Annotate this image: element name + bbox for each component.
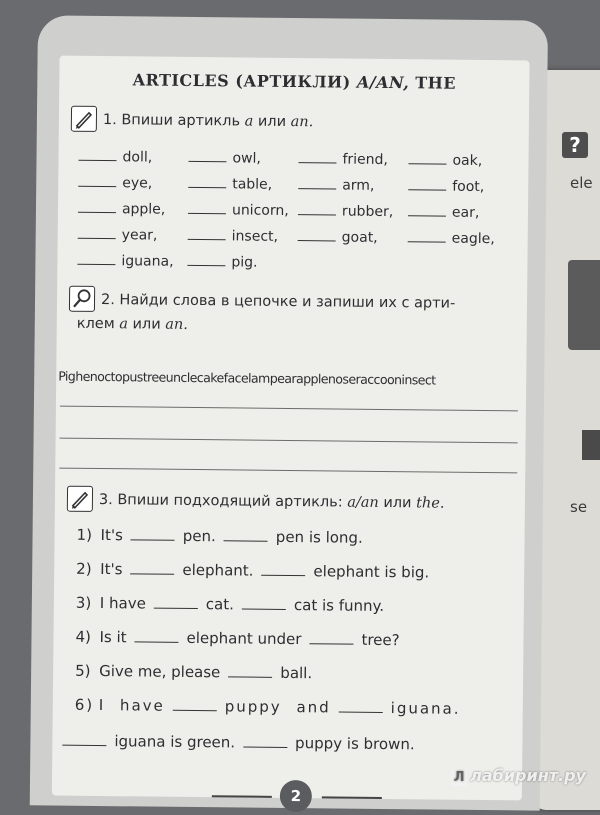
word-item: foot, <box>408 175 518 198</box>
answer-blank[interactable] <box>298 176 336 189</box>
answer-blank[interactable] <box>77 252 115 265</box>
page-number: 2 <box>280 780 312 812</box>
magnifier-icon <box>69 286 95 312</box>
answer-blank[interactable] <box>242 596 286 609</box>
next-page-text: ele <box>570 174 593 192</box>
answer-blank[interactable] <box>130 561 174 574</box>
letter-chain: Pighenoctopustreeunclecakefacelampearapplenoseraccooninsect <box>58 368 436 388</box>
word-item: unicorn, <box>188 199 298 222</box>
pencil-icon <box>71 106 97 132</box>
answer-blank[interactable] <box>187 253 225 266</box>
exercise-line: 2) It's elephant. elephant is big. <box>76 559 430 582</box>
word-item: owl, <box>188 147 298 170</box>
task3-instruction: 3. Впиши подходящий артикль: a/an или the. <box>98 491 445 512</box>
word-item: eagle, <box>408 227 518 250</box>
word-item: rubber, <box>298 200 408 223</box>
labirint-logo-icon: Л <box>451 770 467 786</box>
question-box: ? <box>562 132 588 158</box>
task1-instruction: 1. Впиши артикль a или an. <box>102 112 314 131</box>
divider <box>212 795 272 798</box>
answer-blank[interactable] <box>298 202 336 215</box>
exercise-line: 5) Give me, please ball. <box>75 661 313 683</box>
answer-blank[interactable] <box>188 201 226 214</box>
answer-blank[interactable] <box>78 226 116 239</box>
next-page-box <box>582 430 600 460</box>
answer-blank[interactable] <box>188 175 226 188</box>
answer-blank[interactable] <box>309 631 353 644</box>
writing-line[interactable] <box>60 438 518 444</box>
pencil-icon <box>67 486 93 512</box>
watermark: Л лабиринт.ру <box>451 766 586 786</box>
answer-blank[interactable] <box>228 664 272 677</box>
answer-blank[interactable] <box>131 527 175 540</box>
answer-blank[interactable] <box>173 698 217 711</box>
task2-instruction-line2: клем a или an. <box>76 315 188 333</box>
word-item: doll, <box>78 146 188 169</box>
exercise-line: iguana is green. puppy is brown. <box>54 732 414 754</box>
answer-blank[interactable] <box>62 733 106 746</box>
word-item: pig. <box>187 251 297 274</box>
exercise-line: 1) It's pen. pen is long. <box>76 525 363 547</box>
word-item: goat, <box>298 226 408 249</box>
word-item: year, <box>78 224 188 247</box>
answer-blank[interactable] <box>135 629 179 642</box>
writing-line[interactable] <box>60 406 518 412</box>
answer-blank[interactable] <box>298 150 336 163</box>
word-item: friend, <box>298 148 408 171</box>
task2-instruction-line1: 2. Найди слова в цепочке и запиши их с арти- <box>100 292 456 312</box>
next-page-text-2: se <box>570 498 588 516</box>
writing-line[interactable] <box>59 468 517 474</box>
answer-blank[interactable] <box>78 174 116 187</box>
word-item: apple, <box>78 198 188 221</box>
word-item: arm, <box>298 174 408 197</box>
task1-word-grid <box>77 146 518 277</box>
word-item: insect, <box>188 225 298 248</box>
divider <box>322 796 382 799</box>
answer-blank[interactable] <box>408 229 446 242</box>
answer-blank[interactable] <box>78 200 116 213</box>
answer-blank[interactable] <box>188 149 226 162</box>
word-item: ear, <box>408 201 518 224</box>
answer-blank[interactable] <box>408 177 446 190</box>
word-item: table, <box>188 173 298 196</box>
answer-blank[interactable] <box>298 228 336 241</box>
exercise-line: 3) I have cat. cat is funny. <box>75 593 385 615</box>
answer-blank[interactable] <box>78 148 116 161</box>
answer-blank[interactable] <box>261 563 305 576</box>
word-item: iguana, <box>77 250 187 273</box>
answer-blank[interactable] <box>224 528 268 541</box>
exercise-line: 6) I have puppy and iguana. <box>74 695 461 718</box>
page-title: ARTICLES (АРТИКЛИ) A/AN, THE <box>132 70 457 93</box>
answer-blank[interactable] <box>339 700 383 713</box>
exercise-line: 4) Is it elephant under tree? <box>75 627 400 650</box>
word-item: eye, <box>78 172 188 195</box>
answer-blank[interactable] <box>188 227 226 240</box>
answer-blank[interactable] <box>154 596 198 609</box>
answer-blank[interactable] <box>408 203 446 216</box>
word-item: oak, <box>408 149 518 172</box>
answer-blank[interactable] <box>408 151 446 164</box>
next-page-image <box>568 260 600 350</box>
worksheet-page <box>30 15 548 810</box>
answer-blank[interactable] <box>243 735 287 748</box>
worksheet <box>52 56 530 806</box>
